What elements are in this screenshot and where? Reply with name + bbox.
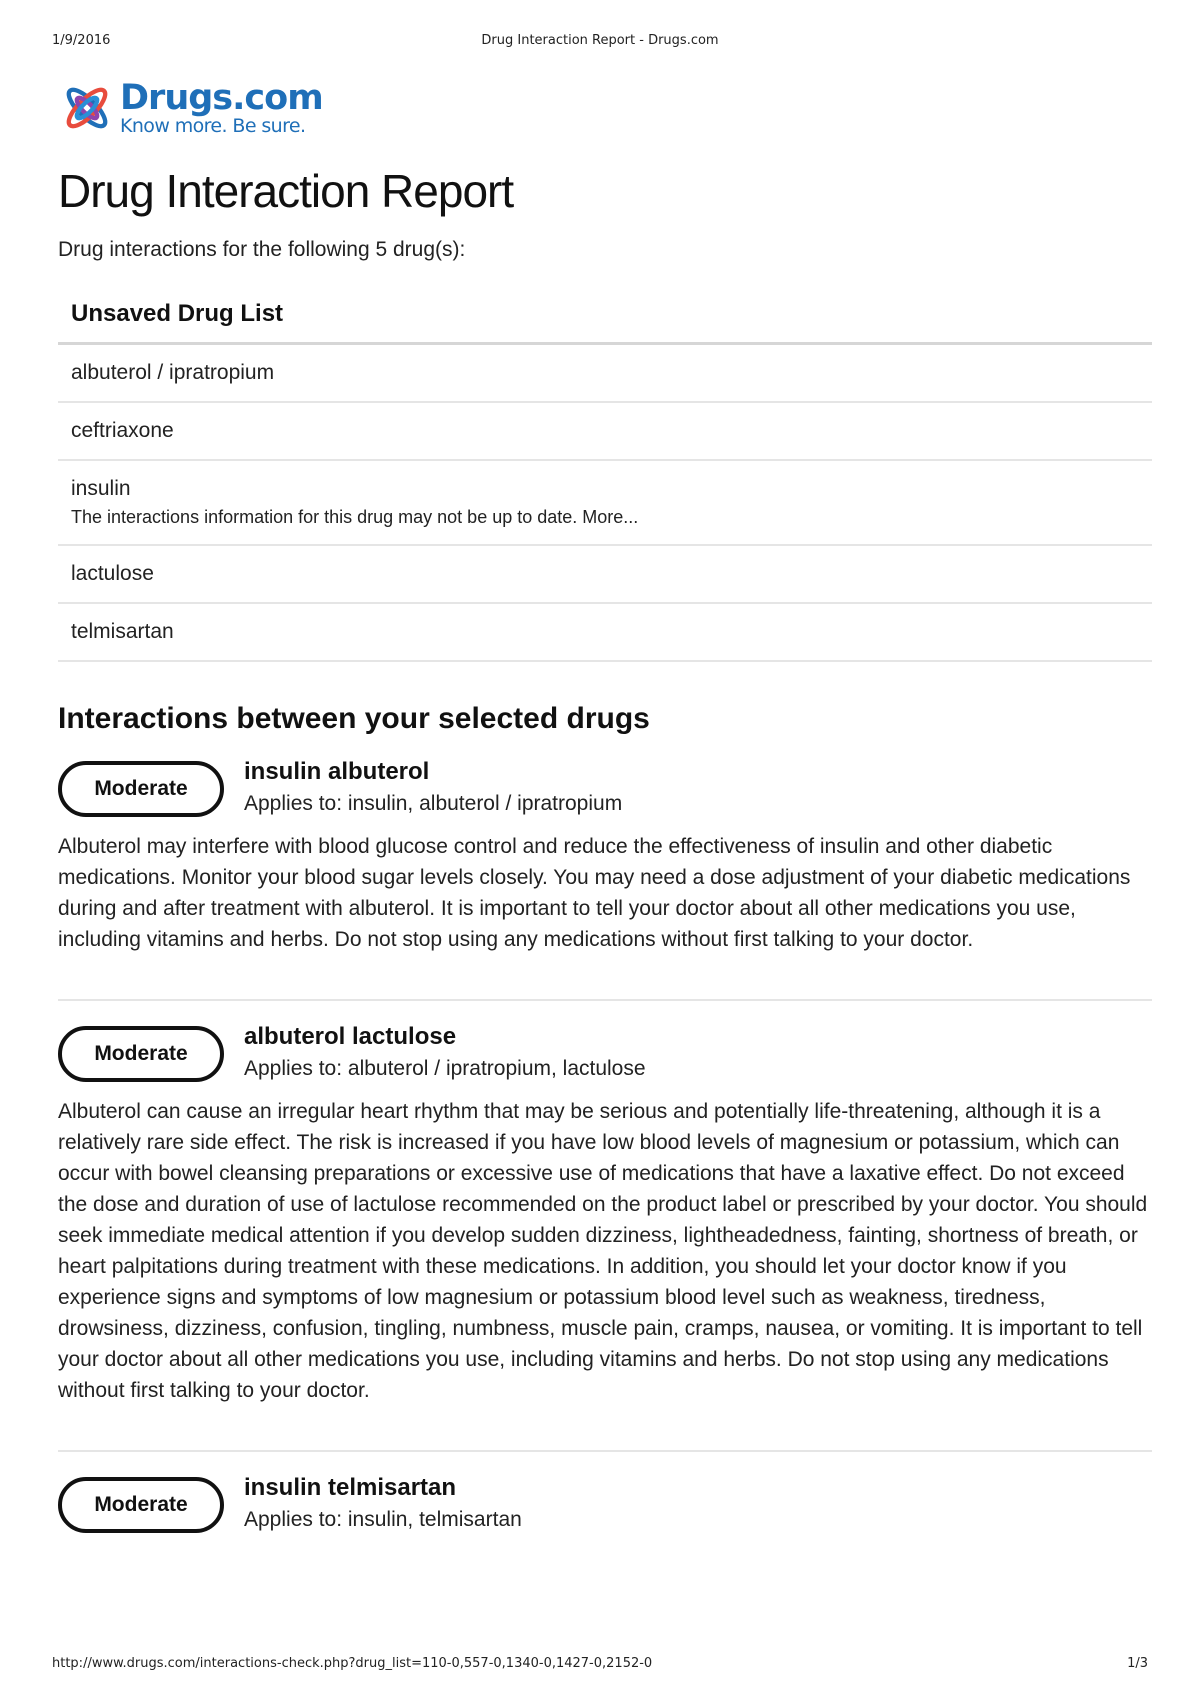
interaction-description: Albuterol can cause an irregular heart rhythm that may be serious and potentially life-threatening, although it is a relatively rare side effect. The risk is increased if you have low blood levels of magnesium or potassium, which can occur with bowel cleansing preparations or excessive use of medications that have a laxative effect. Do not exceed the dose and duration of use of lactulose recommended on the product label or prescribed by your doctor. You should seek immediate medical attention if you develop sudden dizziness, lightheadedness, fainting, shortness of breath, or heart palpitations during treatment with these medications. In addition, you should let your doctor know if you experience signs and symptoms of low magnesium or potassium blood level such as weakness, tiredness, drowsiness, dizziness, confusion, tingling, numbness, muscle pain, cramps, nausea, or vomiting. It is important to tell your doctor about all other medications you use, including vitamins and herbs. Do not stop using any medications without first talking to your doctor. [58, 1100, 1148, 1402]
interaction-applies-to: Applies to: insulin, telmisartan [244, 1508, 522, 1531]
print-date: 1/9/2016 [52, 33, 111, 48]
logo-name: Drugs.com [120, 77, 323, 118]
print-page-number: 1/3 [1127, 1656, 1148, 1671]
drug-name: lactulose [71, 562, 154, 585]
drug-name: albuterol / ipratropium [71, 361, 275, 384]
print-header [52, 33, 1148, 48]
interaction-pair[interactable]: albuterol lactulose [244, 1023, 457, 1050]
interaction-pair[interactable]: insulin telmisartan [244, 1474, 457, 1501]
drug-outdated-note[interactable]: The interactions information for this drug may not be up to date. More... [71, 507, 639, 527]
severity-badge: Moderate [58, 1026, 224, 1082]
drug-list-heading: Unsaved Drug List [58, 284, 1152, 345]
logo-tagline: Know more. Be sure. [120, 114, 306, 137]
print-footer [52, 1656, 1148, 1671]
page-title: Drug Interaction Report [58, 165, 514, 217]
interaction-applies-to: Applies to: albuterol / ipratropium, lactulose [244, 1057, 646, 1080]
drug-list-item [58, 546, 1152, 604]
interaction-pair[interactable]: insulin albuterol [244, 758, 430, 785]
interaction-description: Albuterol may interfere with blood glucose control and reduce the effectiveness of insulin and other diabetic medications. Monitor your blood sugar levels closely. You may need a dose adjustment of your diabetic medications during and after treatment with albuterol. It is important to tell your doctor about all other medications you use, including vitamins and herbs. Do not stop using any medications without first talking to your doctor. [58, 835, 1131, 951]
interaction-item [58, 758, 1152, 955]
site-logo[interactable] [58, 78, 1152, 138]
report-content [58, 78, 1152, 1533]
drug-name: insulin [71, 477, 131, 500]
drug-list [58, 284, 1152, 662]
severity-badge: Moderate [58, 761, 224, 817]
interaction-applies-to: Applies to: insulin, albuterol / ipratropium [244, 792, 623, 815]
interaction-item [58, 1450, 1152, 1533]
drug-list-item [58, 345, 1152, 403]
interactions-heading: Interactions between your selected drugs [58, 702, 650, 735]
page-subtitle: Drug interactions for the following 5 drug(s): [58, 238, 466, 261]
severity-badge: Moderate [58, 1477, 224, 1533]
drug-list-item [58, 604, 1152, 662]
drug-list-item [58, 461, 1152, 546]
drugs-com-logo-icon [58, 79, 116, 137]
drug-list-item [58, 403, 1152, 461]
print-page-title: Drug Interaction Report - Drugs.com [481, 33, 719, 48]
drug-name: telmisartan [71, 620, 174, 643]
drug-name: ceftriaxone [71, 419, 174, 442]
print-url[interactable]: http://www.drugs.com/interactions-check.php?drug_list=110-0,557-0,1340-0,1427-0,2152-0 [52, 1656, 653, 1671]
interaction-item [58, 999, 1152, 1406]
